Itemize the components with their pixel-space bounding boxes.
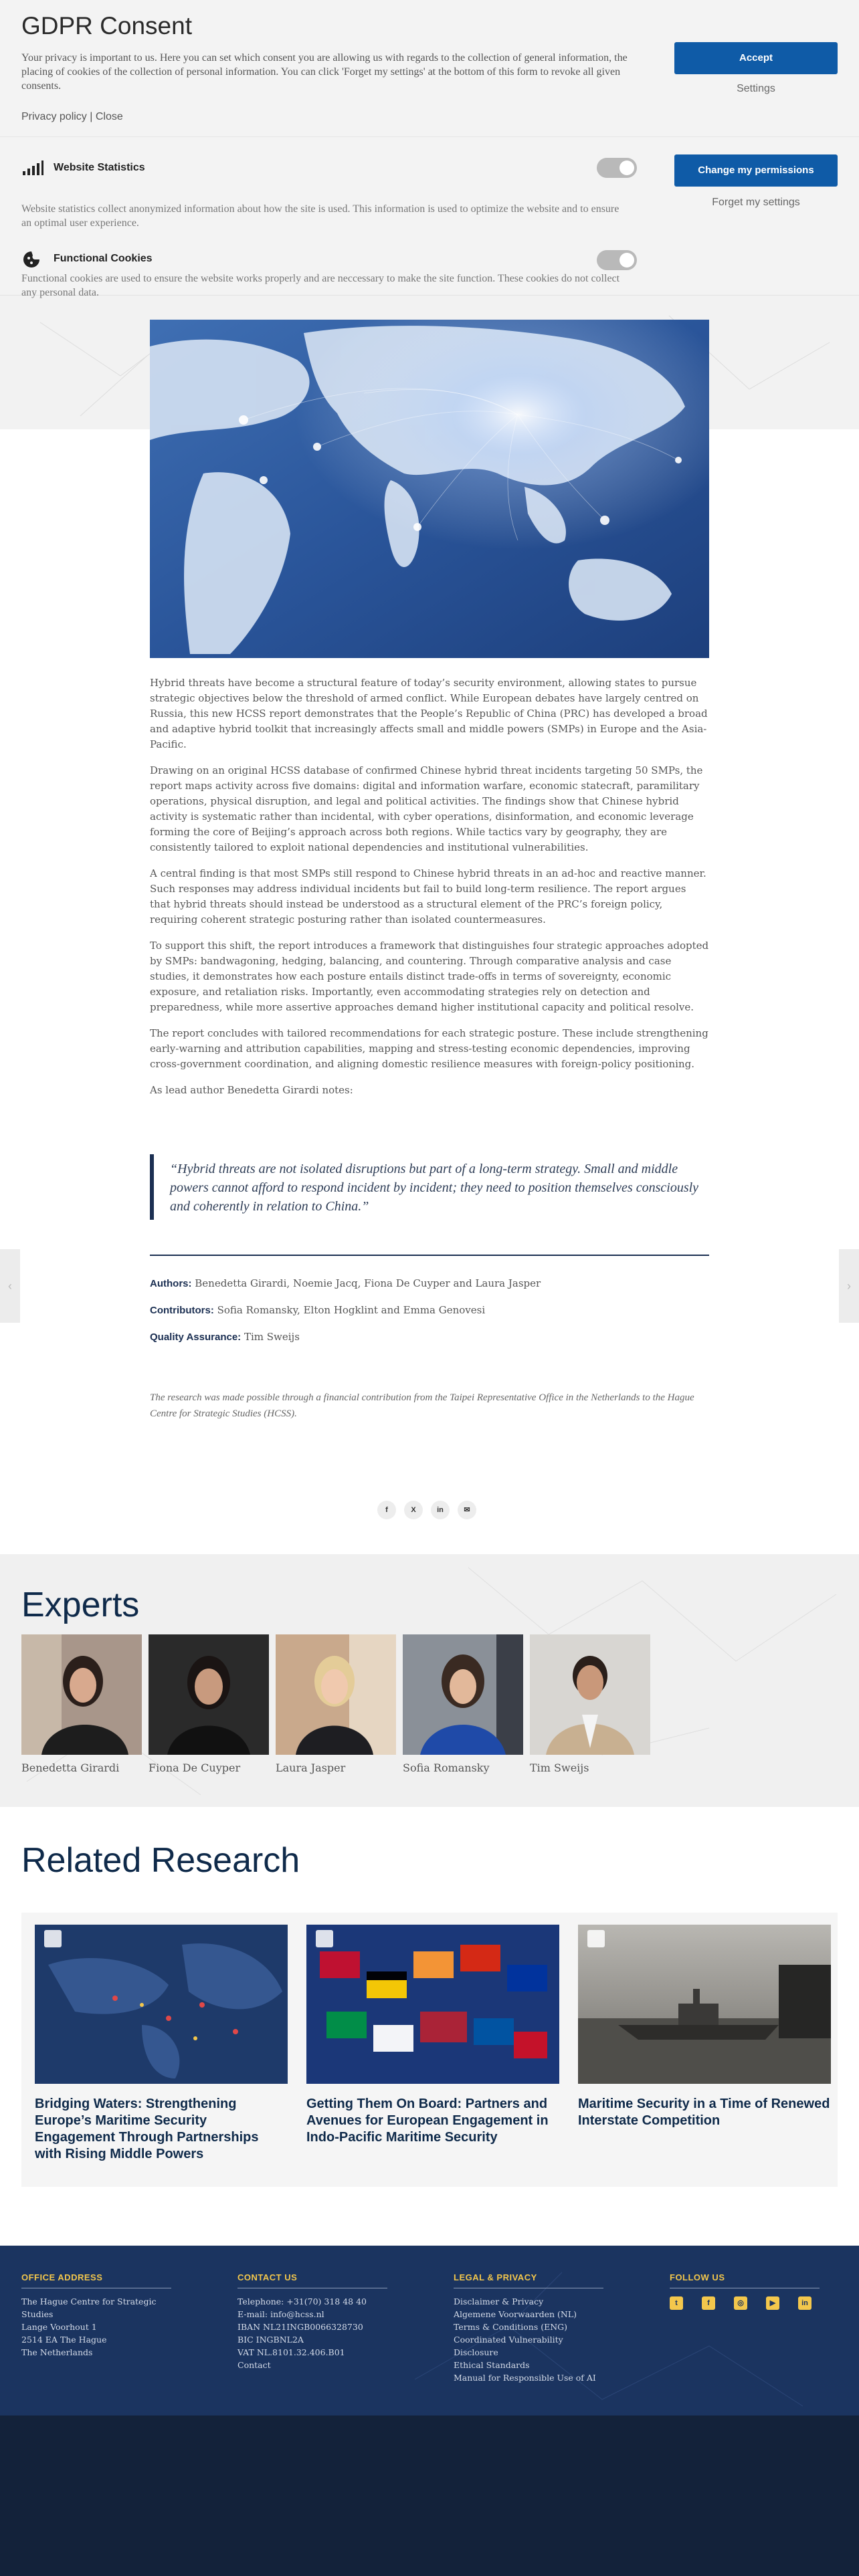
divider [0,136,859,137]
contributors-label: Contributors: [150,1305,214,1316]
hcss-logo-badge [587,1930,605,1947]
expert-photo [276,1634,396,1755]
contributors-line [150,1304,485,1316]
legal-link[interactable]: Coordinated Vulnerability Disclosure [454,2335,563,2357]
expert-card[interactable] [149,1634,269,1774]
authors-line [150,1277,541,1289]
office-line: 2514 EA The Hague [21,2335,107,2345]
article-paragraph: Drawing on an original HCSS database of confirmed Chinese hybrid threat incidents targeting 50 SMPs, the report maps activity across five domains: digital and information warfare, economic statecraft, paramilitary operations, physical disruption, and legal and political activities. The findings show that Chinese hybrid activity is systematic rather than incidental, with cyber operations, disinformation, and economic leverage forming the core of Beijing’s approach across both regions. While tactics vary by geography, they are consistently tailored to exploit national dependencies and institutional vulnerabilities. [150,764,703,853]
contributors-names: Sofia Romansky, Elton Hogklint and Emma Genovesi [217,1304,486,1316]
prev-article-arrow[interactable]: ‹ [0,1249,20,1323]
legal-link[interactable]: Algemene Voorwaarden (NL) [454,2309,577,2319]
related-card-image [306,1925,559,2084]
qa-label: Quality Assurance: [150,1331,242,1343]
forget-settings-button[interactable]: Forget my settings [712,197,800,208]
contact-iban: IBAN NL21INGB0066328730 [237,2322,363,2332]
linkedin-share-icon[interactable]: in [431,1501,450,1519]
facebook-icon[interactable]: f [702,2296,715,2310]
expert-card[interactable] [276,1634,396,1774]
footer-follow-heading: FOLLOW US [670,2272,820,2288]
gdpr-title: GDPR Consent [21,12,192,39]
share-buttons [377,1501,476,1519]
social-icons [670,2296,820,2310]
related-card[interactable] [306,1925,559,2146]
cookie-icon [21,250,44,267]
expert-card[interactable] [530,1634,650,1774]
youtube-icon[interactable]: ▶ [766,2296,779,2310]
pull-quote: “Hybrid threats are not isolated disruptions but part of a long-term strategy. Small and middle powers cannot afford to respond incident by incident; they need to position themselves consciously and coherently in relation to China.” [150,1154,709,1220]
related-card-title: Bridging Waters: Strengthening Europe’s Maritime Security Engagement Through Partnerships with Rising Middle Powers [35,2097,259,2161]
related-research-heading: Related Research [21,1841,300,1880]
related-card[interactable] [35,1925,288,2163]
expert-card[interactable] [21,1634,142,1774]
expert-photo [530,1634,650,1755]
close-link[interactable]: Close [95,111,123,122]
expert-name: Tim Sweijs [530,1761,589,1774]
article-paragraph: The report concludes with tailored recommendations for each strategic posture. These include strengthening early-warning and attribution capabilities, mapping and stress-testing economic dependencies, improving cross-government coordination, and aligning domestic resilience measures with foreign-policy positioning. [150,1027,708,1070]
authors-names: Benedetta Girardi, Noemie Jacq, Fiona De Cuyper and Laura Jasper [195,1277,541,1289]
experts-heading: Experts [21,1586,140,1624]
related-card-title: Maritime Security in a Time of Renewed Interstate Competition [578,2097,830,2128]
related-card-image [35,1925,288,2084]
gdpr-consent-banner [0,0,859,296]
x-share-icon[interactable]: X [404,1501,423,1519]
funding-note: The research was made possible through a financial contribution from the Taipei Representative Office in the Netherlands to the Hague Centre for Strategic Studies (HCSS). [150,1392,694,1419]
contact-vat: VAT NL.8101.32.406.B01 [237,2347,345,2357]
next-article-arrow[interactable]: › [839,1249,859,1323]
expert-name: Sofia Romansky [403,1761,490,1774]
qa-names: Tim Sweijs [244,1331,300,1343]
article-hero-image [150,320,709,658]
article-paragraph: To support this shift, the report introduces a framework that distinguishes four strategic approaches adopted by SMPs: bandwagoning, hedging, balancing, and countering. Through comparative analysis and case studies, it demonstrates how each posture entails distinct trade-offs in terms of sovereignty, economic exposure, and retaliation risks. Importantly, even accommodating strategies rely on detection and preparedness, while more assertive approaches demand higher institutional capacity and political resolve. [150,940,709,1013]
category-description-statistics: Website statistics collect anonymized information about how the site is used. This information is used to optimize the website and to ensure an optimal user experience. [21,203,619,229]
article-paragraph: A central finding is that most SMPs still respond to Chinese hybrid threats in an ad-hoc and reactive manner. Such responses may address individual incidents but fail to build long-term resilience. The report argues that hybrid threats should instead be understood as a structural element of the PRC’s foreign policy, requiring coherent strategic posturing rather than isolated countermeasures. [150,867,706,926]
legal-link[interactable]: Ethical Standards [454,2360,530,2370]
settings-button[interactable]: Settings [737,83,775,94]
expert-name: Fiona De Cuyper [149,1761,241,1774]
office-line: Lange Voorhout 1 [21,2322,97,2332]
related-card-image [578,1925,831,2084]
contact-email[interactable]: E-mail: info@hcss.nl [237,2309,324,2319]
signal-bars-icon [21,159,44,177]
privacy-policy-link[interactable]: Privacy policy [21,111,87,122]
footer-contact-column [237,2272,387,2371]
section-divider [150,1255,709,1256]
category-title-statistics: Website Statistics [54,162,145,173]
authors-label: Authors: [150,1278,192,1289]
office-line: The Hague Centre for Strategic Studies [21,2296,157,2319]
footer-contact-heading: CONTACT US [237,2272,387,2288]
related-card-title: Getting Them On Board: Partners and Avenues for European Engagement in Indo-Pacific Maritime Security [306,2097,549,2145]
expert-name: Benedetta Girardi [21,1761,120,1774]
change-permissions-button[interactable]: Change my permissions [674,154,838,187]
email-share-icon[interactable]: ✉ [458,1501,476,1519]
article-paragraph: As lead author Benedetta Girardi notes: [150,1084,353,1096]
quality-assurance-line [150,1331,300,1343]
office-line: The Netherlands [21,2347,93,2357]
expert-card[interactable] [403,1634,523,1774]
hcss-logo-badge [44,1930,62,1947]
category-description-functional: Functional cookies are used to ensure the website works properly and are neccessary to make the site function. These cookies do not collect any personal data. [21,273,620,298]
link-separator: | [90,111,93,122]
expert-photo [403,1634,523,1755]
twitter-icon[interactable]: t [670,2296,683,2310]
footer-legal-column [454,2272,603,2384]
contact-telephone[interactable]: Telephone: +31(70) 318 48 40 [237,2296,367,2306]
footer-office-heading: OFFICE ADDRESS [21,2272,171,2288]
article-paragraph: Hybrid threats have become a structural feature of today’s security environment, allowing states to pursue strategic objectives below the threshold of armed conflict. While European debates have largely centred on Russia, this new HCSS report demonstrates that the People’s Republic of China (PRC) has developed a broad and adaptive hybrid toolkit that increasingly affects small and middle powers (SMPs) in Europe and the Asia-Pacific. [150,677,708,750]
functional-toggle[interactable] [597,250,637,270]
statistics-toggle[interactable] [597,158,637,178]
footer-office-column [21,2272,171,2359]
linkedin-icon[interactable]: in [798,2296,812,2310]
gdpr-description: Your privacy is important to us. Here you can set which consent you are allowing us with regards to the collection of general information, the placing of cookies of the collection of personal information. You can click 'Forget my settings' at the bottom of this form to revoke all given consents. [21,52,628,92]
legal-link[interactable]: Disclaimer & Privacy [454,2296,544,2306]
footer-follow-column [670,2272,820,2310]
gdpr-links [21,111,123,123]
facebook-share-icon[interactable]: f [377,1501,396,1519]
article-body [150,675,709,1109]
footer-bottom [0,2416,859,2576]
contact-bic: BIC INGBNL2A [237,2335,304,2345]
accept-button[interactable]: Accept [674,42,838,74]
hcss-logo-badge [316,1930,333,1947]
legal-link[interactable]: Terms & Conditions (ENG) [454,2322,568,2332]
expert-name: Laura Jasper [276,1761,346,1774]
instagram-icon[interactable]: ◎ [734,2296,747,2310]
expert-photo [149,1634,269,1755]
footer-legal-heading: LEGAL & PRIVACY [454,2272,603,2288]
world-map-graphic [150,320,709,658]
category-title-functional: Functional Cookies [54,253,153,264]
contact-link[interactable]: Contact [237,2360,271,2370]
legal-link[interactable]: Manual for Responsible Use of AI [454,2373,596,2383]
expert-photo [21,1634,142,1755]
related-card[interactable] [578,1925,831,2129]
